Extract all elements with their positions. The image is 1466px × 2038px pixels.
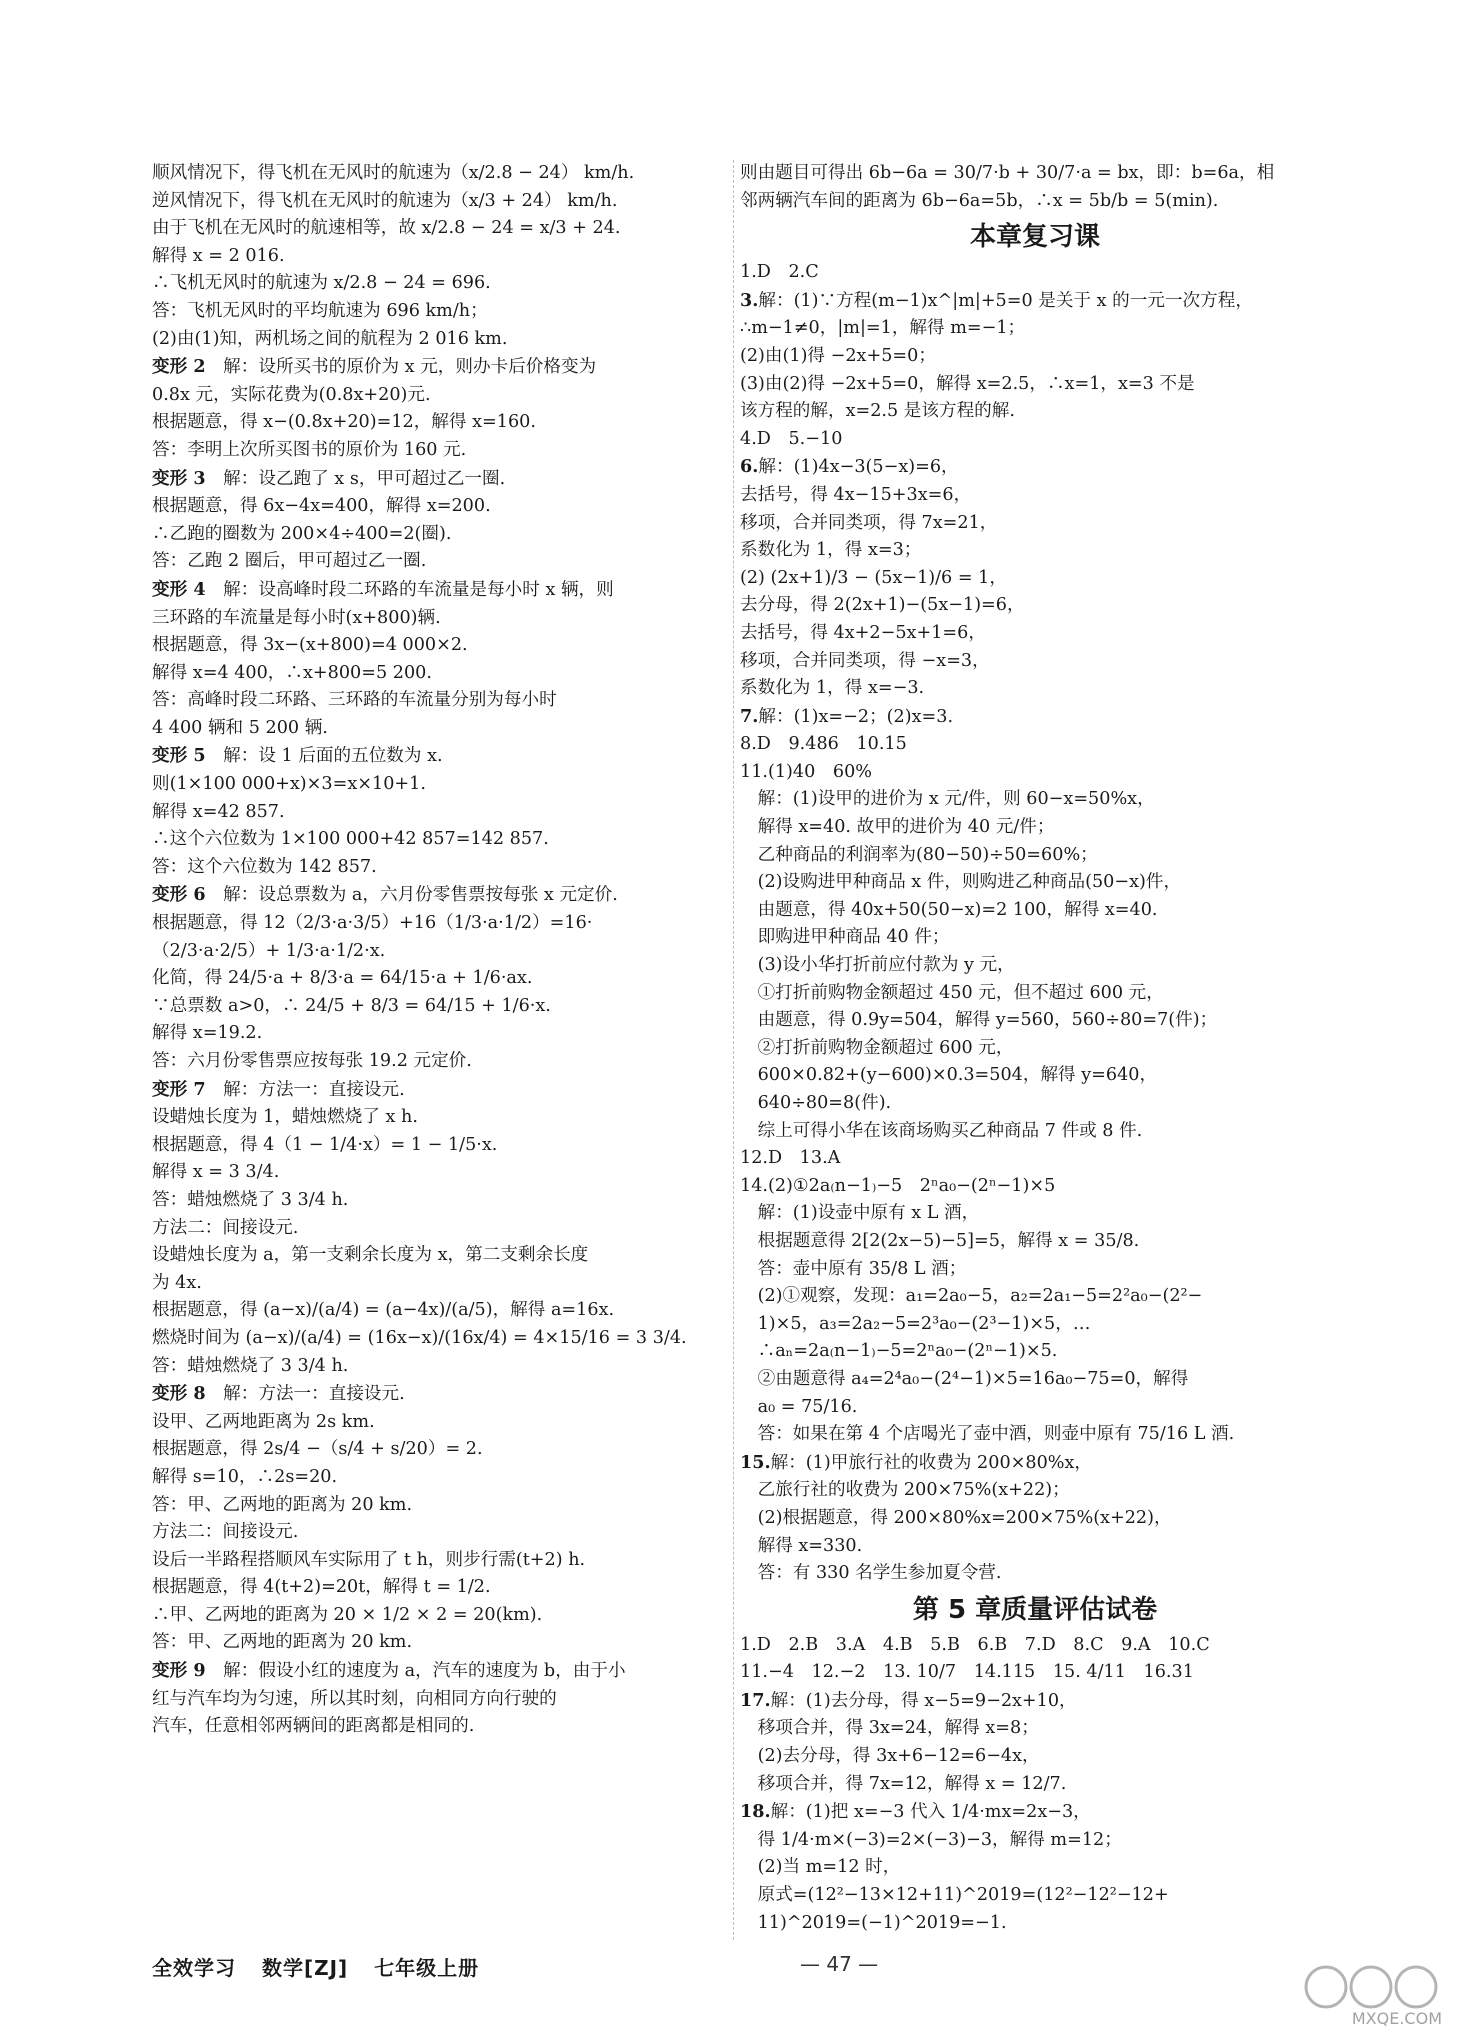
text-line bbox=[152, 1297, 742, 1325]
line-text: 则由题目可得出 6b−6a = 30/7·b + 30/7·a = bx，即：b=6a，相 bbox=[740, 163, 1275, 183]
text-line bbox=[740, 1882, 1330, 1910]
text-line bbox=[152, 1464, 742, 1492]
line-text: 去括号，得 4x+2−5x+1=6， bbox=[740, 622, 986, 643]
text-line bbox=[740, 1533, 1330, 1561]
line-text: 答：甲、乙两地的距离为 20 km. bbox=[152, 1632, 413, 1653]
line-text: 1)×5，a₃=2a₂−5=2³a₀−(2³−1)×5，… bbox=[740, 1313, 1091, 1334]
line-text: 解：(1)4x−3(5−x)=6， bbox=[758, 457, 959, 478]
text-line bbox=[152, 771, 742, 799]
text-line bbox=[740, 1421, 1330, 1449]
line-text: 根据题意，得 3x−(x+800)=4 000×2. bbox=[152, 635, 468, 656]
problem-label: 17. bbox=[740, 1689, 771, 1711]
line-text: (2)由(1)知，两机场之间的航程为 2 016 km. bbox=[152, 328, 508, 349]
text-line bbox=[740, 1338, 1330, 1366]
line-text: 解：设 1 后面的五位数为 x. bbox=[205, 746, 443, 767]
column-divider bbox=[733, 160, 734, 1940]
line-text: (3)设小华打折前应付款为 y 元， bbox=[740, 955, 1015, 976]
text-line bbox=[152, 1270, 742, 1298]
line-text: (2) (2x+1)/3 − (5x−1)/6 = 1， bbox=[740, 567, 1007, 588]
line-text: 去括号，得 4x−15+3x=6， bbox=[740, 484, 972, 505]
text-line bbox=[152, 660, 742, 688]
line-text: (3)由(2)得 −2x+5=0，解得 x=2.5，∴x=1，x=3 不是 bbox=[740, 373, 1195, 394]
line-text: 解得 x=40. 故甲的进价为 40 元/件； bbox=[740, 817, 1055, 838]
line-text: ①打折前购物金额超过 450 元，但不超过 600 元， bbox=[740, 982, 1164, 1003]
line-text: 根据题意，得 4(t+2)=20t，解得 t = 1/2. bbox=[152, 1577, 491, 1598]
line-text: 解得 x=42 857. bbox=[152, 801, 285, 822]
text-line bbox=[740, 1173, 1330, 1201]
text-line bbox=[740, 1560, 1330, 1588]
text-line bbox=[740, 980, 1330, 1008]
line-text: ∵总票数 a>0，∴ 24/5 + 8/3 = 64/15 + 1/6·x. bbox=[152, 995, 551, 1016]
text-line bbox=[740, 1200, 1330, 1228]
line-text: 答：蜡烛燃烧了 3 3/4 h. bbox=[152, 1189, 349, 1210]
text-line bbox=[152, 938, 742, 966]
text-line bbox=[740, 1910, 1330, 1938]
text-line bbox=[152, 1104, 742, 1132]
line-text: 由题意，得 40x+50(50−x)=2 100，解得 x=40. bbox=[740, 899, 1158, 920]
line-text: (2)①观察，发现：a₁=2a₀−5，a₂=2a₁−5=2²a₀−(2²− bbox=[740, 1286, 1203, 1307]
text-line bbox=[740, 1854, 1330, 1882]
text-line bbox=[740, 1477, 1330, 1505]
line-text: 4.D 5.−10 bbox=[740, 428, 843, 449]
line-text: （2/3·a·2/5）+ 1/3·a·1/2·x. bbox=[152, 940, 386, 961]
line-text: 解：方法一：直接设元. bbox=[205, 1384, 405, 1405]
footer-subject: 数学[ZJ] bbox=[261, 1956, 349, 1980]
text-line bbox=[152, 1020, 742, 1048]
line-text: 解：(1)设甲的进价为 x 元/件，则 60−x=50%x， bbox=[740, 789, 1155, 810]
line-text: 答：高峰时段二环路、三环路的车流量分别为每小时 bbox=[152, 690, 557, 711]
text-line bbox=[152, 826, 742, 854]
section-heading: 本章复习课 bbox=[969, 222, 1100, 253]
problem-label: 6. bbox=[740, 456, 759, 478]
text-line bbox=[152, 1713, 742, 1741]
line-text: 解：(1)设壶中原有 x L 酒， bbox=[740, 1203, 980, 1224]
line-text: 解得 x = 2 016. bbox=[152, 245, 285, 266]
line-text: 答：六月份零售票应按每张 19.2 元定价. bbox=[152, 1051, 472, 1071]
text-line bbox=[152, 160, 742, 188]
problem-label: 变形 8 bbox=[152, 1383, 206, 1405]
problem-label: 变形 9 bbox=[152, 1660, 206, 1682]
line-text: 汽车，任意相邻两辆间的距离都是相同的. bbox=[152, 1716, 475, 1737]
text-line bbox=[740, 1090, 1330, 1118]
text-line bbox=[152, 521, 742, 549]
text-line bbox=[152, 910, 742, 938]
text-line bbox=[740, 426, 1330, 454]
line-text: (2)去分母，得 3x+6−12=6−4x， bbox=[740, 1746, 1040, 1767]
text-line bbox=[152, 493, 742, 521]
text-line bbox=[740, 1743, 1330, 1771]
text-line bbox=[740, 897, 1330, 925]
text-line bbox=[152, 270, 742, 298]
line-text: 顺风情况下，得飞机在无风时的航速为（x/2.8 − 24） km/h. bbox=[152, 163, 635, 183]
line-text: 邻两辆汽车间的距离为 6b−6a=5b，∴x = 5b/b = 5(min). bbox=[740, 190, 1219, 211]
text-line bbox=[152, 409, 742, 437]
text-line bbox=[152, 1492, 742, 1520]
text-line bbox=[740, 731, 1330, 759]
line-text: 解：(1)把 x=−3 代入 1/4·mx=2x−3， bbox=[770, 1802, 1091, 1823]
text-line bbox=[152, 1574, 742, 1602]
footer-grade: 七年级上册 bbox=[374, 1956, 480, 1980]
line-text: 答：如果在第 4 个店喝光了壶中酒，则壶中原有 75/16 L 酒. bbox=[740, 1424, 1235, 1445]
text-line bbox=[740, 1687, 1330, 1716]
line-text: 8.D 9.486 10.15 bbox=[740, 734, 907, 755]
line-text: 解得 x=19.2. bbox=[152, 1023, 263, 1044]
text-line bbox=[740, 952, 1330, 980]
problem-label: 变形 3 bbox=[152, 467, 206, 489]
line-text: ∴飞机无风时的航速为 x/2.8 − 24 = 696. bbox=[152, 273, 491, 294]
line-text: 移项，合并同类项，得 −x=3， bbox=[740, 650, 990, 671]
line-text: 4 400 辆和 5 200 辆. bbox=[152, 717, 328, 738]
line-text: 去分母，得 2(2x+1)−(5x−1)=6， bbox=[740, 595, 1025, 616]
line-text: 根据题意，得 (a−x)/(a/4) = (a−4x)/(a/5)，解得 a=16x. bbox=[152, 1300, 615, 1321]
line-text: 解：设所买书的原价为 x 元，则办卡后价格变为 bbox=[205, 357, 597, 378]
text-line bbox=[740, 869, 1330, 897]
line-text: 1.D 2.B 3.A 4.B 5.B 6.B 7.D 8.C 9.A 10.C bbox=[740, 1634, 1210, 1655]
right-column bbox=[740, 160, 1330, 1937]
line-text: 解：(1)甲旅行社的收费为 200×80%x， bbox=[770, 1452, 1093, 1473]
line-text: 即购进甲种商品 40 件； bbox=[740, 927, 950, 948]
problem-label: 变形 4 bbox=[152, 578, 206, 600]
line-text: 解得 x=330. bbox=[740, 1535, 863, 1556]
text-line bbox=[152, 1187, 742, 1215]
text-line bbox=[740, 1145, 1330, 1173]
line-text: 11)^2019=(−1)^2019=−1. bbox=[740, 1912, 1007, 1933]
text-line bbox=[152, 1686, 742, 1714]
line-text: 根据题意，得 6x−4x=400，解得 x=200. bbox=[152, 496, 491, 517]
line-text: ∴这个六位数为 1×100 000+42 857=142 857. bbox=[152, 829, 549, 850]
text-line bbox=[740, 703, 1330, 732]
text-line bbox=[740, 482, 1330, 510]
answer-seal-logo-icon bbox=[1296, 1962, 1446, 2012]
line-text: 乙旅行社的收费为 200×75%(x+22)； bbox=[740, 1480, 1070, 1501]
line-text: 解：设高峰时段二环路的车流量是每小时 x 辆，则 bbox=[205, 579, 614, 600]
line-text: 解：(1)x=−2；(2)x=3. bbox=[758, 706, 954, 727]
line-text: ②由题意得 a₄=2⁴a₀−(2⁴−1)×5=16a₀−75=0，解得 bbox=[740, 1368, 1189, 1389]
line-text: 系数化为 1，得 x=−3. bbox=[740, 678, 925, 699]
text-line bbox=[152, 687, 742, 715]
line-text: 则(1×100 000+x)×3=x×10+1. bbox=[152, 774, 426, 795]
text-line bbox=[152, 605, 742, 633]
text-line bbox=[152, 1353, 742, 1381]
footer-book-info bbox=[152, 1952, 497, 1981]
text-line bbox=[152, 1547, 742, 1575]
line-text: 解得 x = 3 3/4. bbox=[152, 1162, 280, 1183]
line-text: 解得 s=10，∴2s=20. bbox=[152, 1466, 338, 1487]
text-line bbox=[740, 398, 1330, 426]
text-line bbox=[152, 1409, 742, 1437]
line-text: 红与汽车均为匀速，所以其时刻，向相同方向行驶的 bbox=[152, 1688, 557, 1709]
text-line bbox=[740, 343, 1330, 371]
text-line bbox=[740, 620, 1330, 648]
watermark-text: MXQE.COM bbox=[1351, 2009, 1442, 2028]
text-line bbox=[152, 243, 742, 271]
line-text: (2)由(1)得 −2x+5=0； bbox=[740, 345, 936, 366]
line-text: 为 4x. bbox=[152, 1272, 202, 1293]
page-number: — 47 — bbox=[800, 1952, 879, 1976]
line-text: 根据题意得 2[2(2x−5)−5]=5，解得 x = 35/8. bbox=[740, 1230, 1140, 1251]
text-line bbox=[152, 353, 742, 382]
line-text: (2)当 m=12 时， bbox=[740, 1857, 901, 1878]
line-text: 根据题意，得 12（2/3·a·3/5）+16（1/3·a·1/2）=16· bbox=[152, 913, 593, 934]
text-line bbox=[740, 1449, 1330, 1478]
text-line bbox=[152, 1242, 742, 1270]
text-line bbox=[740, 1394, 1330, 1422]
text-line bbox=[740, 453, 1330, 482]
text-line bbox=[740, 924, 1330, 952]
text-line bbox=[152, 465, 742, 494]
problem-label: 7. bbox=[740, 705, 759, 727]
line-text: (2)设购进甲种商品 x 件，则购进乙种商品(50−x)件， bbox=[740, 872, 1182, 893]
line-text: ∴aₙ=2a₍n−1₎−5=2ⁿa₀−(2ⁿ−1)×5. bbox=[740, 1341, 1058, 1362]
line-text: 640÷80=8(件). bbox=[740, 1093, 892, 1113]
text-line bbox=[740, 1311, 1330, 1339]
line-text: 根据题意，得 2s/4 −（s/4 + s/20）= 2. bbox=[152, 1439, 483, 1460]
text-line bbox=[152, 1380, 742, 1409]
text-line bbox=[152, 1215, 742, 1243]
text-line bbox=[740, 188, 1330, 216]
problem-label: 变形 2 bbox=[152, 356, 206, 378]
text-line bbox=[740, 160, 1330, 188]
line-text: 燃烧时间为 (a−x)/(a/4) = (16x−x)/(16x/4) = 4×15/16 = 3 3/4. bbox=[152, 1327, 687, 1348]
line-text: a₀ = 75/16. bbox=[740, 1396, 858, 1417]
text-line bbox=[152, 437, 742, 465]
line-text: 移项合并，得 3x=24，解得 x=8； bbox=[740, 1718, 1039, 1739]
text-line bbox=[152, 1629, 742, 1657]
text-line bbox=[740, 1632, 1330, 1660]
text-line bbox=[152, 854, 742, 882]
line-text: 答：飞机无风时的平均航速为 696 km/h； bbox=[152, 300, 488, 321]
text-line bbox=[152, 298, 742, 326]
text-line bbox=[740, 814, 1330, 842]
line-text: 该方程的解，x=2.5 是该方程的解. bbox=[740, 401, 1015, 422]
problem-label: 变形 5 bbox=[152, 745, 206, 767]
text-line bbox=[152, 1436, 742, 1464]
text-line bbox=[740, 259, 1330, 287]
text-line bbox=[152, 1657, 742, 1686]
line-text: 由题意，得 0.9y=504，解得 y=560，560÷80=7(件)； bbox=[740, 1010, 1218, 1031]
text-line bbox=[152, 632, 742, 660]
problem-label: 3. bbox=[740, 289, 759, 311]
text-line bbox=[740, 1283, 1330, 1311]
text-line bbox=[152, 1325, 742, 1353]
text-line bbox=[740, 842, 1330, 870]
line-text: 12.D 13.A bbox=[740, 1148, 841, 1169]
text-line bbox=[740, 675, 1330, 703]
text-line bbox=[152, 188, 742, 216]
text-line bbox=[740, 1659, 1330, 1687]
line-text: 方法二：间接设元. bbox=[152, 1522, 299, 1543]
text-line bbox=[740, 1715, 1330, 1743]
line-text: 设后一半路程搭顺风车实际用了 t h，则步行需(t+2) h. bbox=[152, 1549, 586, 1570]
line-text: 移项，合并同类项，得 7x=21， bbox=[740, 512, 998, 533]
text-line bbox=[152, 548, 742, 576]
line-text: 设甲、乙两地距离为 2s km. bbox=[152, 1411, 375, 1432]
text-line bbox=[740, 1505, 1330, 1533]
text-line bbox=[152, 1048, 742, 1076]
text-line bbox=[152, 1519, 742, 1547]
line-text: ②打折前购物金额超过 600 元， bbox=[740, 1037, 1014, 1058]
line-text: 设蜡烛长度为 1，蜡烛燃烧了 x h. bbox=[152, 1107, 418, 1128]
line-text: 解：假设小红的速度为 a，汽车的速度为 b，由于小 bbox=[205, 1661, 626, 1682]
line-text: 答：乙跑 2 圈后，甲可超过乙一圈. bbox=[152, 551, 427, 572]
line-text: 11.(1)40 60% bbox=[740, 761, 872, 782]
line-text: 设蜡烛长度为 a，第一支剩余长度为 x，第二支剩余长度 bbox=[152, 1245, 589, 1266]
problem-label: 变形 6 bbox=[152, 884, 206, 906]
text-line bbox=[152, 576, 742, 605]
text-line bbox=[740, 786, 1330, 814]
text-line bbox=[152, 382, 742, 410]
text-line bbox=[740, 510, 1330, 538]
problem-label: 变形 7 bbox=[152, 1078, 206, 1100]
line-text: 答：李明上次所买图书的原价为 160 元. bbox=[152, 439, 467, 460]
line-text: 解：(1)去分母，得 x−5=9−2x+10， bbox=[770, 1690, 1077, 1711]
line-text: 解：设总票数为 a，六月份零售票按每张 x 元定价. bbox=[205, 885, 618, 906]
line-text: 答：蜡烛燃烧了 3 3/4 h. bbox=[152, 1355, 349, 1376]
text-line bbox=[740, 371, 1330, 399]
text-line bbox=[152, 326, 742, 354]
watermark-logo bbox=[1296, 1962, 1446, 2028]
text-line bbox=[152, 993, 742, 1021]
footer-series: 全效学习 bbox=[152, 1956, 236, 1980]
line-text: 答：这个六位数为 142 857. bbox=[152, 856, 377, 877]
text-line bbox=[740, 1366, 1330, 1394]
text-line bbox=[740, 1771, 1330, 1799]
text-line bbox=[152, 715, 742, 743]
text-line bbox=[740, 1007, 1330, 1035]
text-line bbox=[152, 1159, 742, 1187]
text-line bbox=[152, 742, 742, 771]
problem-label: 15. bbox=[740, 1451, 771, 1473]
line-text: ∴乙跑的圈数为 200×4÷400=2(圈). bbox=[152, 523, 452, 544]
text-line bbox=[152, 799, 742, 827]
line-text: 化简，得 24/5·a + 8/3·a = 64/15·a + 1/6·ax. bbox=[152, 968, 533, 989]
text-line bbox=[740, 565, 1330, 593]
line-text: 14.(2)①2a₍n−1₎−5 2ⁿa₀−(2ⁿ−1)×5 bbox=[740, 1175, 1056, 1196]
section-heading: 第 5 章质量评估试卷 bbox=[912, 1594, 1158, 1625]
line-text: ∴m−1≠0，|m|=1，解得 m=−1； bbox=[740, 318, 1026, 339]
text-line bbox=[152, 965, 742, 993]
line-text: 三环路的车流量是每小时(x+800)辆. bbox=[152, 607, 441, 628]
text-line bbox=[152, 1076, 742, 1105]
line-text: 答：有 330 名学生参加夏令营. bbox=[740, 1563, 1002, 1584]
text-line bbox=[740, 759, 1330, 787]
text-line bbox=[740, 1035, 1330, 1063]
line-text: 得 1/4·m×(−3)=2×(−3)−3，解得 m=12； bbox=[740, 1829, 1122, 1850]
line-text: 综上可得小华在该商场购买乙种商品 7 件或 8 件. bbox=[740, 1120, 1143, 1141]
text-line bbox=[740, 1118, 1330, 1146]
line-text: 解：设乙跑了 x s，甲可超过乙一圈. bbox=[205, 468, 506, 489]
text-line bbox=[740, 648, 1330, 676]
line-text: ∴甲、乙两地的距离为 20 × 1/2 × 2 = 20(km). bbox=[152, 1604, 543, 1625]
text-line bbox=[740, 287, 1330, 316]
line-text: 由于飞机在无风时的航速相等，故 x/2.8 − 24 = x/3 + 24. bbox=[152, 218, 621, 239]
line-text: 答：壶中原有 35/8 L 酒； bbox=[740, 1258, 967, 1279]
left-column bbox=[152, 160, 742, 1741]
text-line bbox=[152, 881, 742, 910]
text-line bbox=[152, 215, 742, 243]
line-text: 解：(1)∵方程(m−1)x^|m|+5=0 是关于 x 的一元一次方程， bbox=[758, 290, 1253, 311]
text-line bbox=[152, 1602, 742, 1630]
line-text: 600×0.82+(y−600)×0.3=504，解得 y=640， bbox=[740, 1065, 1158, 1086]
line-text: 0.8x 元，实际花费为(0.8x+20)元. bbox=[152, 384, 431, 405]
line-text: (2)根据题意，得 200×80%x=200×75%(x+22)， bbox=[740, 1507, 1172, 1528]
text-line bbox=[740, 315, 1330, 343]
text-line bbox=[740, 1062, 1330, 1090]
line-text: 系数化为 1，得 x=3； bbox=[740, 540, 922, 561]
line-text: 1.D 2.C bbox=[740, 262, 819, 283]
line-text: 乙种商品的利润率为(80−50)÷50=60%； bbox=[740, 844, 1098, 865]
line-text: 原式=(12²−13×12+11)^2019=(12²−12²−12+ bbox=[740, 1885, 1169, 1906]
line-text: 移项合并，得 7x=12，解得 x = 12/7. bbox=[740, 1773, 1067, 1794]
line-text: 答：甲、乙两地的距离为 20 km. bbox=[152, 1494, 413, 1515]
line-text: 根据题意，得 4（1 − 1/4·x）= 1 − 1/5·x. bbox=[152, 1134, 498, 1155]
line-text: 解：方法一：直接设元. bbox=[205, 1079, 405, 1100]
line-text: 解得 x=4 400，∴x+800=5 200. bbox=[152, 662, 432, 683]
text-line bbox=[740, 1798, 1330, 1827]
text-line bbox=[740, 592, 1330, 620]
text-line bbox=[740, 1827, 1330, 1855]
text-line bbox=[740, 1256, 1330, 1284]
text-line bbox=[152, 1132, 742, 1160]
text-line bbox=[740, 537, 1330, 565]
line-text: 根据题意，得 x−(0.8x+20)=12，解得 x=160. bbox=[152, 412, 536, 433]
problem-label: 18. bbox=[740, 1801, 771, 1823]
text-line bbox=[740, 1228, 1330, 1256]
line-text: 逆风情况下，得飞机在无风时的航速为（x/3 + 24） km/h. bbox=[152, 190, 618, 211]
line-text: 11.−4 12.−2 13. 10/7 14.115 15. 4/11 16.31 bbox=[740, 1662, 1194, 1683]
line-text: 方法二：间接设元. bbox=[152, 1217, 299, 1238]
